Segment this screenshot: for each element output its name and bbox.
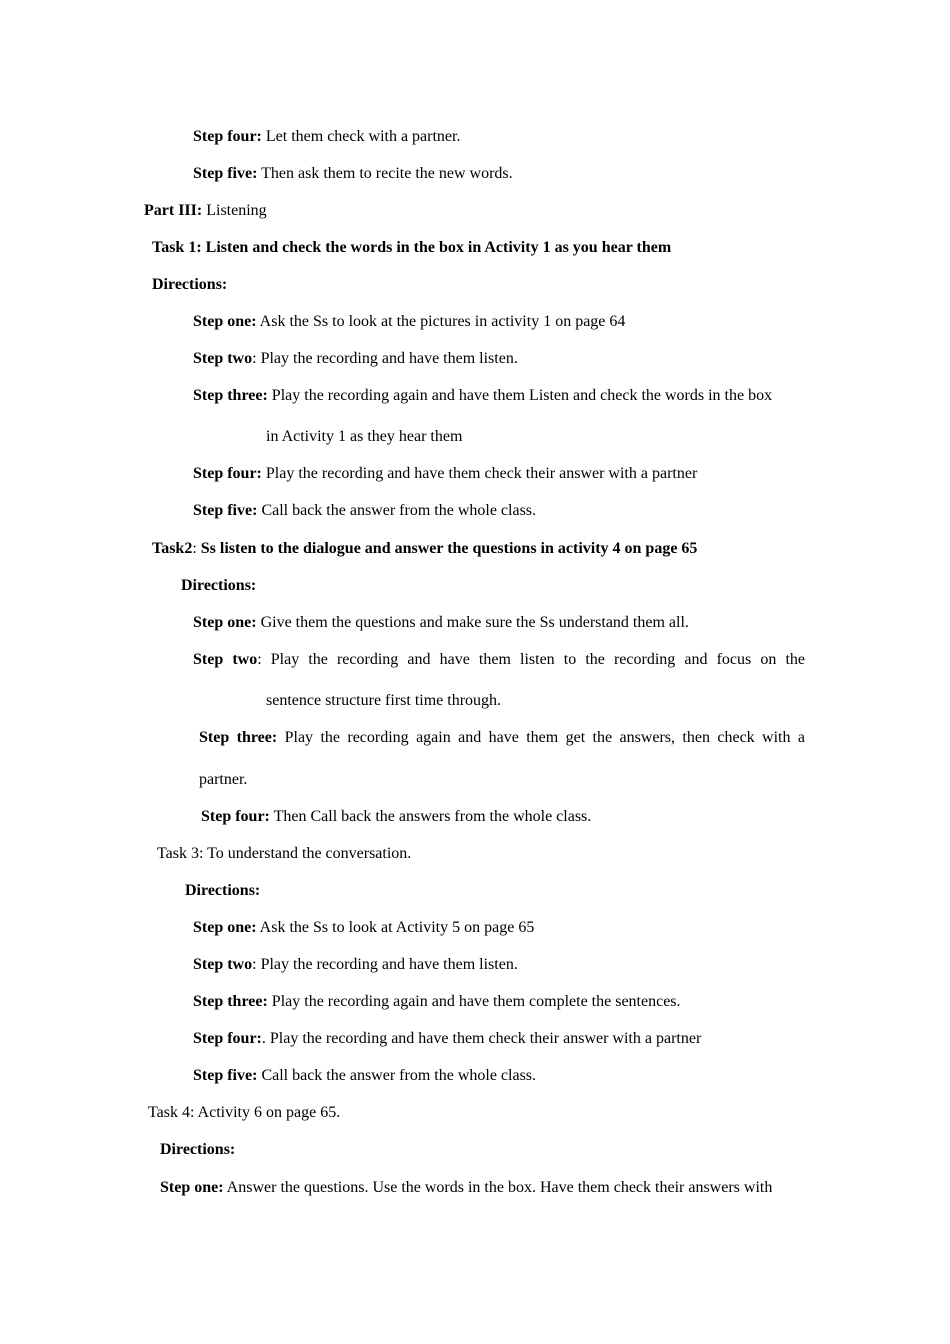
directions-heading xyxy=(160,1140,235,1160)
paragraph-continuation xyxy=(266,427,462,447)
step-separator: : xyxy=(252,350,257,367)
directions-heading xyxy=(181,576,256,596)
step-text: sentence structure first time through. xyxy=(266,692,502,709)
paragraph-step-five xyxy=(193,164,513,184)
step-text: . Play the recording and have them check their answer with a partner xyxy=(261,1030,702,1047)
step-text: Then Call back the answers from the whole class. xyxy=(269,808,592,825)
directions-heading xyxy=(152,275,227,295)
task-4-heading xyxy=(148,1103,340,1123)
step-label: Step four: xyxy=(193,465,262,482)
paragraph-continuation xyxy=(266,691,501,711)
section-heading-part-three xyxy=(144,201,267,221)
paragraph-continuation xyxy=(199,770,247,790)
step-separator: : xyxy=(257,651,262,668)
step-text: in Activity 1 as they hear them xyxy=(266,428,463,445)
paragraph-step-one xyxy=(193,918,534,938)
task-title: Ss listen to the dialogue and answer the questions in activity 4 on page 65 xyxy=(200,540,698,557)
step-text: Play the recording and have them listen. xyxy=(256,350,518,367)
step-label: Step five: xyxy=(193,502,258,519)
paragraph-step-four xyxy=(193,127,460,147)
paragraph-step-three xyxy=(193,992,681,1012)
step-text: Answer the questions. Use the words in the box. Have them check their answers with xyxy=(223,1179,773,1196)
step-label: Step three: xyxy=(199,729,278,746)
paragraph-step-five xyxy=(193,1066,536,1086)
step-label: Step four: xyxy=(201,808,270,825)
paragraph-step-four xyxy=(201,807,591,827)
task-label: Task 1: Listen and check the words in the box in Activity 1 as you hear them xyxy=(152,239,672,256)
paragraph-step-one xyxy=(160,1178,772,1198)
paragraph-step-one xyxy=(193,613,689,633)
step-text: Then ask them to recite the new words. xyxy=(257,165,513,182)
step-text: Play the recording again and have them complete the sentences. xyxy=(267,993,681,1010)
task-text: Task 3: To understand the conversation. xyxy=(157,845,412,862)
step-label: Step two xyxy=(193,350,253,367)
task-text: Task 4: Activity 6 on page 65. xyxy=(148,1104,341,1121)
paragraph-step-four xyxy=(193,1029,701,1049)
step-label: Step one: xyxy=(193,313,257,330)
step-label: Step four: xyxy=(193,128,262,145)
directions-heading xyxy=(185,881,260,901)
section-text: Listening xyxy=(202,202,267,219)
directions-label: Directions: xyxy=(152,276,228,293)
step-text: Play the recording again and have them get the answers, then check with a xyxy=(277,729,806,746)
step-label: Step five: xyxy=(193,165,258,182)
task-2-heading xyxy=(152,539,697,559)
directions-label: Directions: xyxy=(160,1141,236,1158)
step-label: Step one: xyxy=(193,614,257,631)
section-label: Part III: xyxy=(144,202,203,219)
step-text: Give them the questions and make sure the Ss understand them all. xyxy=(256,614,689,631)
paragraph-step-two xyxy=(193,955,518,975)
paragraph-step-three xyxy=(193,386,772,406)
paragraph-step-five xyxy=(193,501,536,521)
task-3-heading xyxy=(157,844,411,864)
directions-label: Directions: xyxy=(185,882,261,899)
step-text: Ask the Ss to look at the pictures in activity 1 on page 64 xyxy=(256,313,626,330)
step-text: Call back the answer from the whole class. xyxy=(257,502,537,519)
step-label: Step one: xyxy=(193,919,257,936)
step-label: Step three: xyxy=(193,993,268,1010)
directions-label: Directions: xyxy=(181,577,257,594)
paragraph-step-two xyxy=(193,650,805,670)
task-label: Task2 xyxy=(152,540,193,557)
step-text: Play the recording and have them listen. xyxy=(256,956,518,973)
step-label: Step two xyxy=(193,651,258,668)
task-1-heading xyxy=(152,238,671,258)
step-label: Step four: xyxy=(193,1030,262,1047)
step-text: Call back the answer from the whole class. xyxy=(257,1067,537,1084)
task-separator: : xyxy=(192,540,201,557)
step-label: Step one: xyxy=(160,1179,224,1196)
step-text: Let them check with a partner. xyxy=(261,128,461,145)
paragraph-step-three xyxy=(199,728,805,748)
paragraph-step-one xyxy=(193,312,625,332)
step-label: Step two xyxy=(193,956,253,973)
step-label: Step three: xyxy=(193,387,268,404)
paragraph-step-four xyxy=(193,464,697,484)
step-text: Play the recording again and have them Listen and check the words in the box xyxy=(267,387,773,404)
step-text: Ask the Ss to look at Activity 5 on page 65 xyxy=(256,919,535,936)
step-text: Play the recording and have them listen to the recording and focus on the xyxy=(261,651,806,668)
step-text: Play the recording and have them check their answer with a partner xyxy=(261,465,698,482)
step-label: Step five: xyxy=(193,1067,258,1084)
step-text: partner. xyxy=(199,771,248,788)
paragraph-step-two xyxy=(193,349,518,369)
step-separator: : xyxy=(252,956,257,973)
